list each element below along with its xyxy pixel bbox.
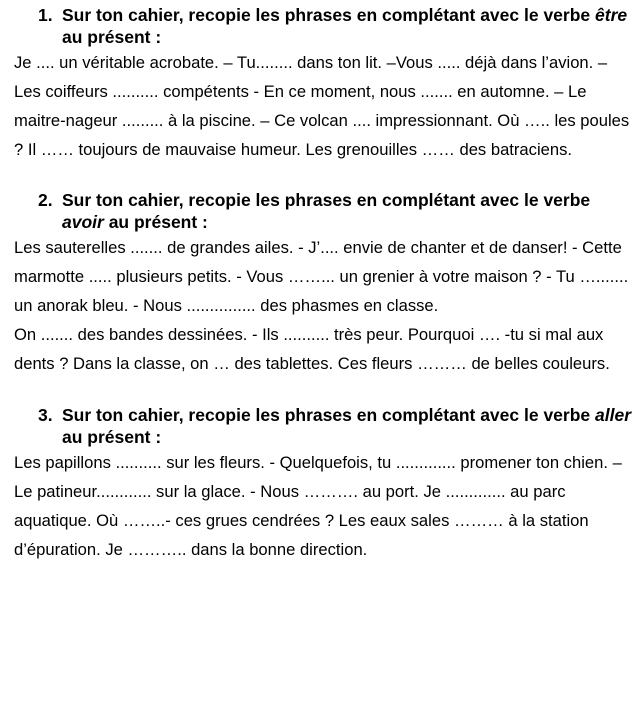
exercise-1-sentences: Je .... un véritable acrobate. – Tu........ dans ton lit. –Vous ..... déjà dans l’avion. – Les coiffeurs .......... compétents - En ce moment, nous ....... en automne. – Le maitre-nageur ......... à la piscine. – Ce volcan .... impressionnant. Où ….. les poules ? Il …… toujours de mauvaise humeur. Les grenouilles …… des batraciens. bbox=[14, 53, 630, 159]
exercise-3-verb: aller bbox=[595, 405, 632, 425]
exercise-1-instruction-end: au présent : bbox=[62, 27, 162, 47]
exercise-2-heading bbox=[14, 189, 632, 233]
exercise-1-number: 1. bbox=[38, 5, 53, 25]
exercise-1-instruction-start: Sur ton cahier, recopie les phrases en complétant avec le verbe bbox=[62, 5, 596, 25]
exercise-1-instruction bbox=[62, 4, 632, 48]
exercise-2-instruction-start: Sur ton cahier, recopie les phrases en complétant avec le verbe bbox=[62, 190, 591, 210]
exercise-2 bbox=[14, 189, 632, 378]
exercise-3-number: 3. bbox=[38, 405, 53, 425]
exercise-2-sentences-part-1: Les sauterelles ....... de grandes ailes. - J’.... envie de chanter et de danser! - Cette marmotte ..... plusieurs petits. - Vous ……... un grenier à votre maison ? - Tu …....... un anorak bleu. - Nous ............... des phasmes en classe. bbox=[14, 238, 629, 315]
exercise-2-instruction-end: au présent : bbox=[103, 212, 208, 232]
exercise-3-instruction-end: au présent : bbox=[62, 427, 162, 447]
exercise-2-verb: avoir bbox=[62, 212, 104, 232]
exercise-3-heading bbox=[14, 404, 632, 448]
exercise-3-instruction bbox=[62, 404, 632, 448]
exercise-2-instruction bbox=[62, 189, 632, 233]
exercise-3 bbox=[14, 404, 632, 564]
exercise-2-number: 2. bbox=[38, 190, 53, 210]
exercise-2-sentences-part-2: On ....... des bandes dessinées. - Ils .......... très peur. Pourquoi …. -tu si mal aux dents ? Dans la classe, on … des tablettes. Ces fleurs ……… de belles couleurs. bbox=[14, 325, 610, 373]
exercise-1-verb: être bbox=[595, 5, 628, 25]
exercise-1-heading bbox=[14, 4, 632, 48]
exercise-1 bbox=[14, 4, 632, 164]
exercise-3-sentences: Les papillons .......... sur les fleurs. - Quelquefois, tu ............. promener ton chien. – Le patineur............ sur la glace. - Nous ………. au port. Je ............. au parc aquatique. Où ……..- ces grues cendrées ? Les eaux sales ……… à la station d’épuration. Je ……….. dans la bonne direction. bbox=[14, 453, 622, 559]
exercise-3-instruction-start: Sur ton cahier, recopie les phrases en complétant avec le verbe bbox=[62, 405, 596, 425]
worksheet bbox=[14, 4, 632, 564]
